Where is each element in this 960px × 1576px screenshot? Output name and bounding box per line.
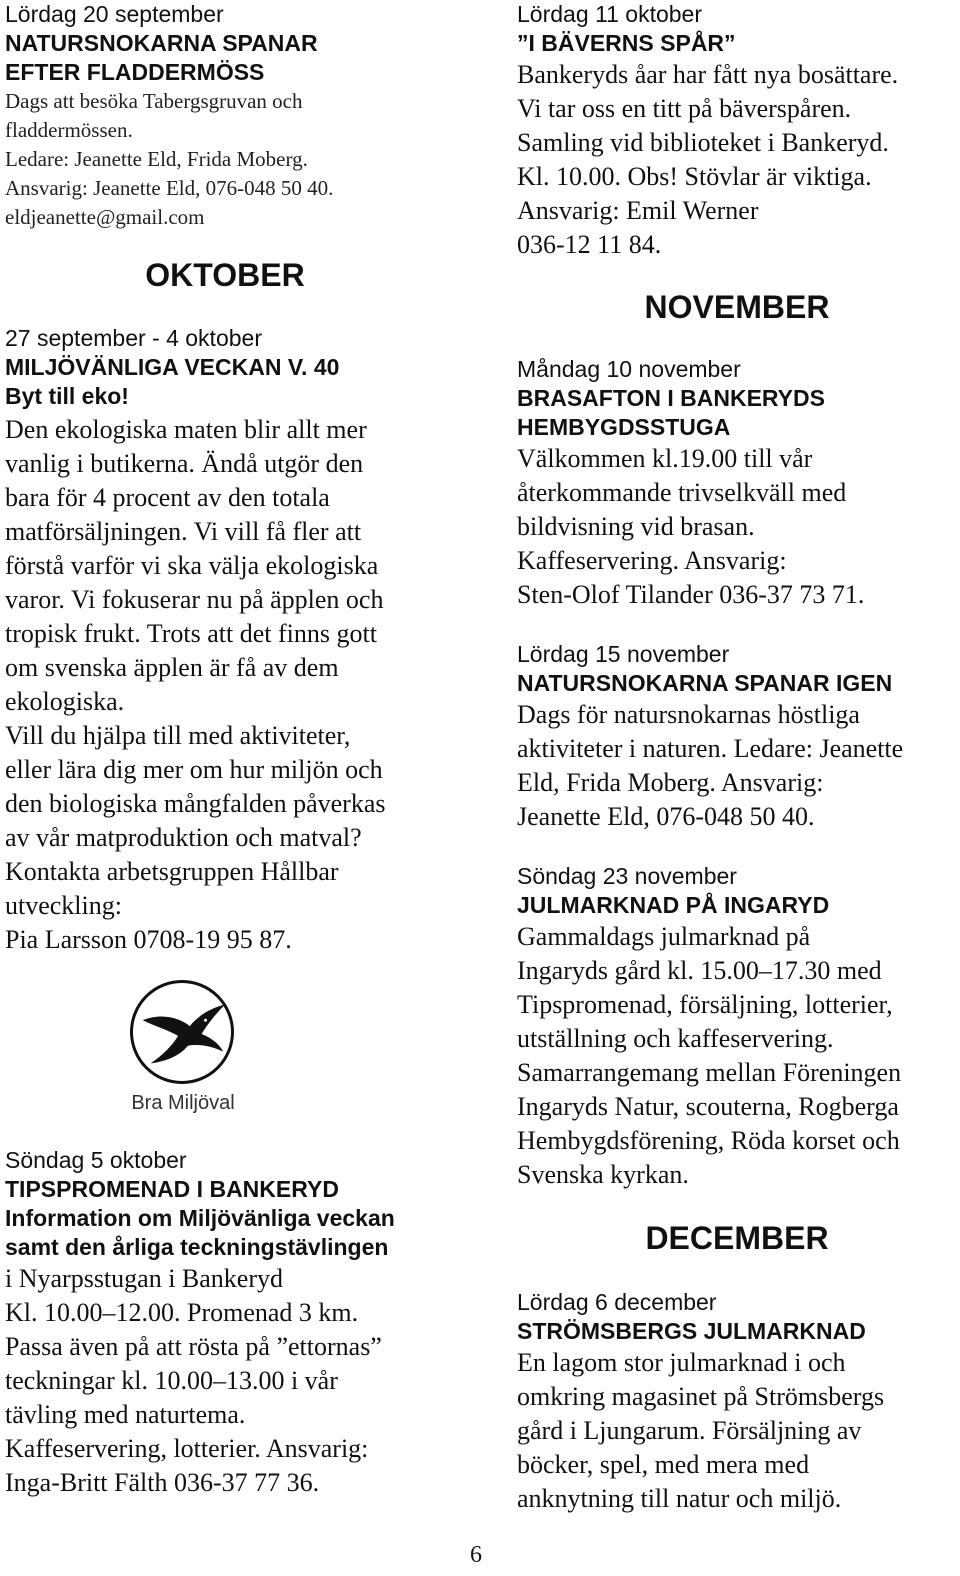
event-line: Ingaryds gård kl. 15.00–17.30 med — [517, 956, 882, 985]
event-title: HEMBYGDSSTUGA — [517, 414, 731, 440]
event-line: fladdermössen. — [5, 118, 133, 142]
event-line: anknytning till natur och miljö. — [517, 1484, 842, 1513]
event-stromsbergs-julmarknad — [517, 1288, 957, 1516]
event-line: Ingaryds Natur, scouterna, Rogberga — [517, 1092, 899, 1121]
event-date: Lördag 15 november — [517, 641, 730, 667]
event-miljovanliga-veckan — [5, 324, 483, 957]
event-date: Lördag 20 september — [5, 1, 224, 27]
event-natursnokarna-igen — [517, 640, 957, 834]
email-link: eldjeanette@gmail.com — [5, 205, 205, 229]
event-line: Pia Larsson 0708-19 95 87. — [5, 925, 292, 954]
event-line: utställning och kaffeservering. — [517, 1024, 834, 1053]
event-date: 27 september - 4 oktober — [5, 325, 262, 351]
logo-text: Bra Miljöval — [131, 1092, 235, 1114]
event-line: gård i Ljungarum. Försäljning av — [517, 1416, 862, 1445]
event-title: NATURSNOKARNA SPANAR — [5, 30, 318, 56]
event-line: Svenska kyrkan. — [517, 1160, 689, 1189]
event-title: ”I BÄVERNS SPÅR” — [517, 30, 736, 56]
event-line: ekologiska. — [5, 687, 125, 716]
event-title: EFTER FLADDERMÖSS — [5, 59, 265, 85]
event-tipspromenad-bankeryd — [5, 1146, 483, 1500]
event-line: bildvisning vid brasan. — [517, 512, 755, 541]
event-line: Inga-Britt Fälth 036-37 77 36. — [5, 1468, 320, 1497]
event-line: Ansvarig: Jeanette Eld, 076-048 50 40. — [5, 176, 334, 200]
month-heading-november: NOVEMBER — [644, 289, 830, 325]
event-title: JULMARKNAD PÅ INGARYD — [517, 892, 830, 918]
event-line: av vår matproduktion och matval? — [5, 823, 362, 852]
event-date: Söndag 5 oktober — [5, 1147, 187, 1173]
event-line: Vi tar oss en titt på bäverspåren. — [517, 94, 852, 123]
event-line: teckningar kl. 10.00–13.00 i vår — [5, 1366, 338, 1395]
event-line: Ledare: Jeanette Eld, Frida Moberg. — [5, 147, 308, 171]
logo-circle — [130, 980, 234, 1084]
event-subtitle: Information om Miljövänliga veckan — [5, 1205, 395, 1231]
event-line: tävling med naturtema. — [5, 1400, 246, 1429]
event-date: Söndag 23 november — [517, 863, 737, 889]
event-line: Tipspromenad, försäljning, lotterier, — [517, 990, 893, 1019]
event-line: vanlig i butikerna. Ändå utgör den — [5, 449, 364, 478]
bra-miljoval-logo — [118, 980, 248, 1120]
event-line: förstå varför vi ska välja ekologiska — [5, 551, 379, 580]
swallow-icon — [133, 983, 231, 1081]
event-line: den biologiska mångfalden påverkas — [5, 789, 386, 818]
event-julmarknad-ingaryd — [517, 862, 957, 1192]
event-line: i Nyarpsstugan i Bankeryd — [5, 1264, 284, 1293]
event-line: Ansvarig: Emil Werner — [517, 196, 759, 225]
event-line: Kontakta arbetsgruppen Hållbar — [5, 857, 339, 886]
event-date: Lördag 6 december — [517, 1289, 717, 1315]
event-date: Lördag 11 oktober — [517, 1, 702, 27]
event-brasafton — [517, 355, 957, 612]
month-heading-oktober: OKTOBER — [145, 257, 305, 293]
event-line: Hembygdsförening, Röda korset och — [517, 1126, 900, 1155]
page-number: 6 — [470, 1542, 482, 1568]
event-line: Vill du hjälpa till med aktiviteter, — [5, 721, 351, 750]
event-line: återkommande trivselkväll med — [517, 478, 847, 507]
event-line: Kl. 10.00. Obs! Stövlar är viktiga. — [517, 162, 872, 191]
event-line: Gammaldags julmarknad på — [517, 922, 811, 951]
event-line: eller lära dig mer om hur miljön och — [5, 755, 383, 784]
event-title: BRASAFTON I BANKERYDS — [517, 385, 825, 411]
event-line: böcker, spel, med mera med — [517, 1450, 810, 1479]
event-line: Eld, Frida Moberg. Ansvarig: — [517, 768, 824, 797]
event-line: Samarrangemang mellan Föreningen — [517, 1058, 902, 1087]
event-line: Dags för natursnokarnas höstliga — [517, 700, 860, 729]
month-heading-december: DECEMBER — [645, 1220, 829, 1256]
event-natursnokarna-fladdermoss — [5, 0, 483, 232]
event-line: aktiviteter i naturen. Ledare: Jeanette — [517, 734, 904, 763]
event-line: om svenska äpplen är få av dem — [5, 653, 339, 682]
event-line: En lagom stor julmarknad i och — [517, 1348, 846, 1377]
event-line: varor. Vi fokuserar nu på äpplen och — [5, 585, 384, 614]
event-line: Kl. 10.00–12.00. Promenad 3 km. — [5, 1298, 359, 1327]
event-line: bara för 4 procent av den totala — [5, 483, 330, 512]
event-subtitle: samt den årliga teckningstävlingen — [5, 1234, 389, 1260]
event-line: Passa även på att rösta på ”ettornas” — [5, 1332, 382, 1361]
event-line: matförsäljningen. Vi vill få fler att — [5, 517, 362, 546]
event-title: MILJÖVÄNLIGA VECKAN V. 40 — [5, 354, 340, 380]
event-line: Kaffeservering. Ansvarig: — [517, 546, 787, 575]
event-line: Bankeryds åar har fått nya bosättare. — [517, 60, 899, 89]
event-line: omkring magasinet på Strömsbergs — [517, 1382, 885, 1411]
event-title: NATURSNOKARNA SPANAR IGEN — [517, 670, 893, 696]
event-line: Samling vid biblioteket i Bankeryd. — [517, 128, 889, 157]
event-date: Måndag 10 november — [517, 356, 741, 382]
event-line: Välkommen kl.19.00 till vår — [517, 444, 813, 473]
event-title: TIPSPROMENAD I BANKERYD — [5, 1176, 339, 1202]
event-line: Dags att besöka Tabergsgruvan och — [5, 89, 303, 113]
event-baverns-spar — [517, 0, 957, 262]
event-line: Den ekologiska maten blir allt mer — [5, 415, 367, 444]
event-title: STRÖMSBERGS JULMARKNAD — [517, 1318, 866, 1344]
event-line: Kaffeservering, lotterier. Ansvarig: — [5, 1434, 369, 1463]
event-line: Jeanette Eld, 076-048 50 40. — [517, 802, 815, 831]
event-line: Sten-Olof Tilander 036-37 73 71. — [517, 580, 865, 609]
event-subtitle: Byt till eko! — [5, 383, 129, 409]
event-line: tropisk frukt. Trots att det finns gott — [5, 619, 377, 648]
event-line: 036-12 11 84. — [517, 230, 662, 259]
event-line: utveckling: — [5, 891, 122, 920]
